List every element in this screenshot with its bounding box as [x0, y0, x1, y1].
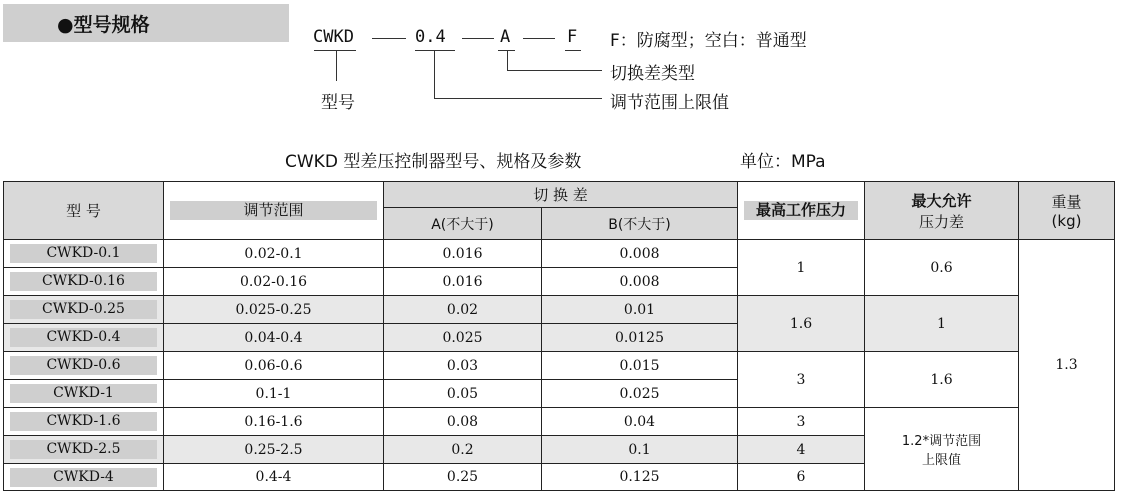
header-a: A(不大于) — [384, 208, 542, 240]
table-cell-range: 0.1-1 — [164, 380, 384, 408]
code-dash-1 — [372, 38, 406, 39]
header-diff-line1: 最大允许 — [911, 191, 972, 210]
table-cell-range: 0.025-0.25 — [164, 296, 384, 324]
table-cell-range: 0.25-2.5 — [164, 436, 384, 464]
header-range: 调节范围 — [170, 201, 377, 220]
diff-formula-line1: 1.2*调节范围 — [901, 434, 982, 449]
table-row-model: CWKD-1.6 — [4, 408, 164, 436]
table-cell-diff: 1 — [865, 296, 1019, 352]
leader-limit-h — [434, 98, 602, 99]
header-weight-line2: (kg) — [1051, 212, 1082, 230]
header-range-cell — [164, 182, 384, 240]
table-cell-a: 0.05 — [384, 380, 542, 408]
table-cell-pressure: 3 — [738, 408, 865, 436]
table-cell-a: 0.08 — [384, 408, 542, 436]
table-row-model: CWKD-0.1 — [4, 240, 164, 268]
leader-model-v — [336, 51, 337, 81]
legend-limit: 调节范围上限值 — [610, 93, 729, 113]
code-dash-2 — [462, 38, 494, 39]
header-pressure-cell — [738, 182, 865, 240]
table-cell-b: 0.008 — [542, 240, 738, 268]
table-row-model: CWKD-4 — [4, 464, 164, 491]
header-switch: 切 换 差 — [384, 182, 738, 208]
table-cell-range: 0.06-0.6 — [164, 352, 384, 380]
table-cell-pressure: 6 — [738, 464, 865, 491]
code-switch: A — [500, 27, 511, 47]
table-cell-range: 0.16-1.6 — [164, 408, 384, 436]
table-cell-a: 0.25 — [384, 464, 542, 491]
table-row-model: CWKD-2.5 — [4, 436, 164, 464]
table-cell-a: 0.03 — [384, 352, 542, 380]
code-model: CWKD — [313, 27, 354, 47]
table-cell-a: 0.016 — [384, 268, 542, 296]
table-cell-pressure: 3 — [738, 352, 865, 408]
code-dash-3 — [523, 38, 555, 39]
table-cell-b: 0.04 — [542, 408, 738, 436]
header-pressure: 最高工作压力 — [744, 201, 858, 220]
leader-switch-h — [507, 70, 602, 71]
table-cell-a: 0.016 — [384, 240, 542, 268]
spec-table — [3, 181, 1115, 491]
table-row-model: CWKD-0.4 — [4, 324, 164, 352]
table-row-model: CWKD-0.6 — [4, 352, 164, 380]
header-model: 型 号 — [4, 182, 164, 240]
table-caption: CWKD 型差压控制器型号、规格及参数 — [285, 152, 582, 172]
table-cell-b: 0.0125 — [542, 324, 738, 352]
header-weight — [1019, 182, 1115, 240]
table-cell-diff-formula — [865, 408, 1019, 491]
section-title: ●型号规格 — [57, 14, 150, 36]
table-cell-b: 0.008 — [542, 268, 738, 296]
code-underline-type — [565, 50, 581, 51]
table-cell-b: 0.1 — [542, 436, 738, 464]
table-cell-diff: 0.6 — [865, 240, 1019, 296]
leader-switch-v — [507, 51, 508, 70]
table-cell-range: 0.04-0.4 — [164, 324, 384, 352]
code-type: F — [567, 27, 578, 47]
header-diff-line2: 压力差 — [918, 212, 964, 231]
table-cell-b: 0.125 — [542, 464, 738, 491]
table-cell-range: 0.02-0.16 — [164, 268, 384, 296]
legend-switch: 切换差类型 — [610, 64, 695, 84]
table-cell-pressure: 4 — [738, 436, 865, 464]
legend-type: F：防腐型；空白：普通型 — [610, 31, 807, 51]
header-weight-line1: 重量 — [1051, 193, 1082, 211]
table-cell-b: 0.025 — [542, 380, 738, 408]
table-cell-a: 0.02 — [384, 296, 542, 324]
table-row-model: CWKD-0.16 — [4, 268, 164, 296]
code-limit: 0.4 — [415, 27, 446, 47]
table-cell-range: 0.4-4 — [164, 464, 384, 491]
table-cell-pressure: 1 — [738, 240, 865, 296]
code-underline-limit — [415, 50, 455, 51]
table-cell-pressure: 1.6 — [738, 296, 865, 352]
table-row-model: CWKD-0.25 — [4, 296, 164, 324]
section-heading — [3, 4, 289, 42]
table-cell-weight: 1.3 — [1019, 240, 1115, 491]
leader-limit-v — [434, 51, 435, 98]
legend-model: 型号 — [321, 93, 355, 113]
code-underline-model — [314, 50, 356, 51]
table-cell-diff: 1.6 — [865, 352, 1019, 408]
table-cell-b: 0.015 — [542, 352, 738, 380]
table-cell-a: 0.2 — [384, 436, 542, 464]
table-unit: 单位：MPa — [740, 152, 826, 172]
table-row-model: CWKD-1 — [4, 380, 164, 408]
table-cell-a: 0.025 — [384, 324, 542, 352]
header-b: B(不大于) — [542, 208, 738, 240]
diff-formula-line2: 上限值 — [921, 453, 961, 468]
table-cell-b: 0.01 — [542, 296, 738, 324]
table-cell-range: 0.02-0.1 — [164, 240, 384, 268]
header-diff — [865, 182, 1019, 240]
